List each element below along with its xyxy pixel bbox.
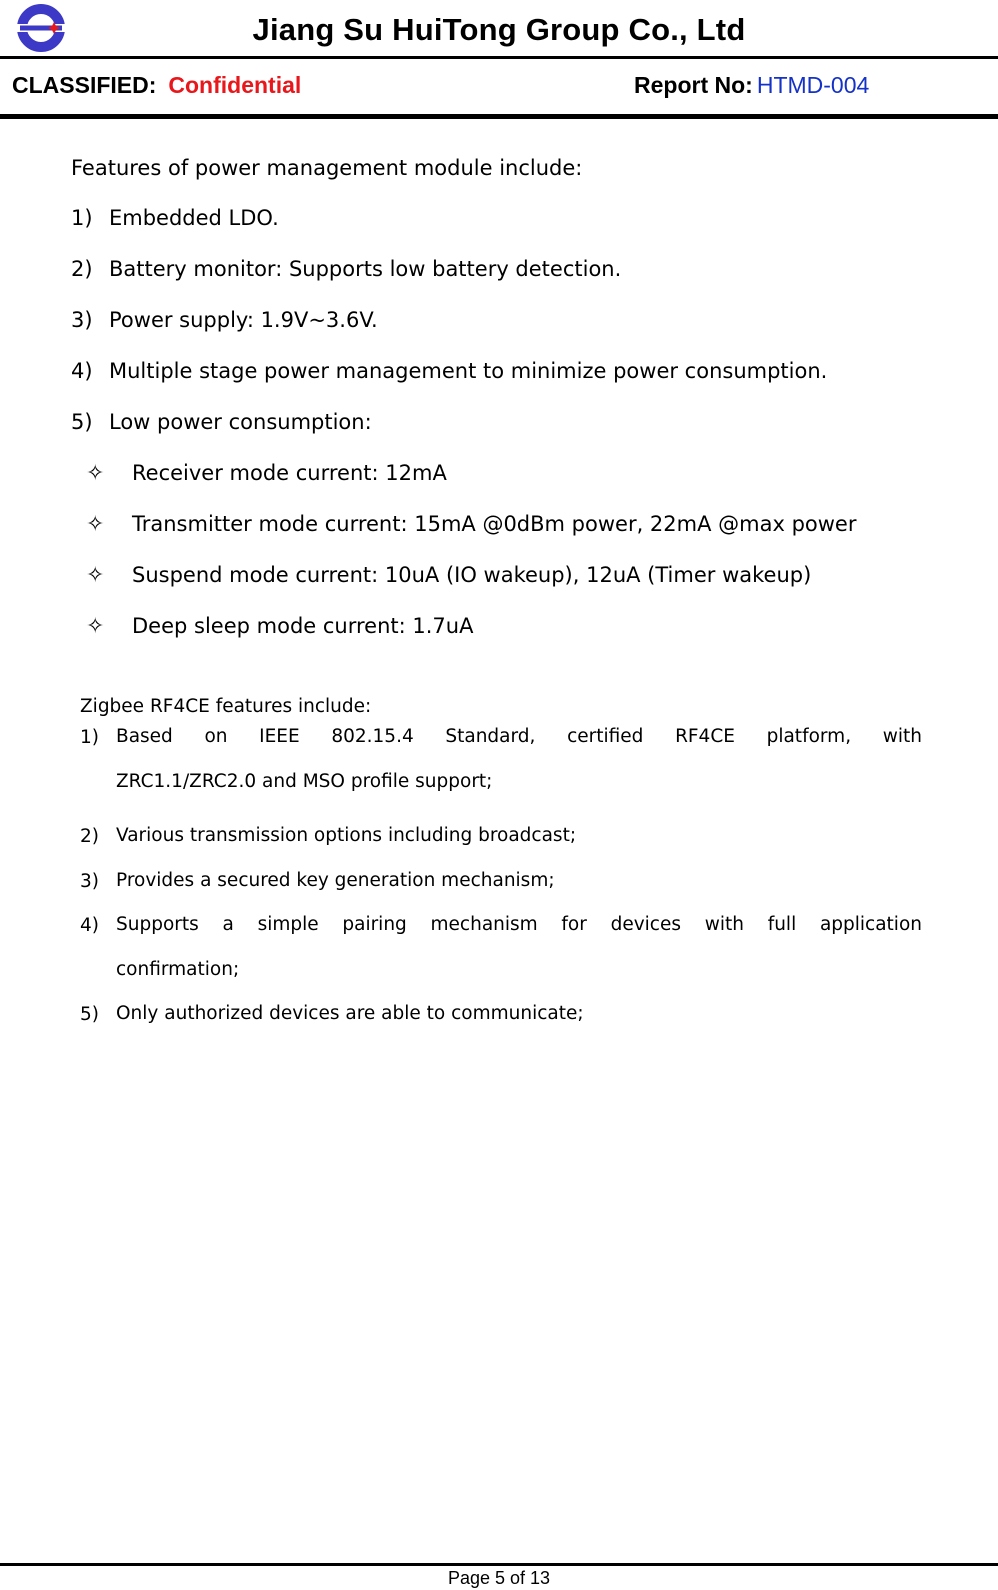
item-text: Low power consumption: (109, 410, 372, 434)
footer-divider (0, 1563, 998, 1566)
zigbee-section-title: Zigbee RF4CE features include: (80, 696, 372, 717)
power-section-title: Features of power management module include: (71, 156, 583, 180)
classified-label: CLASSIFIED: (12, 72, 157, 98)
report-label: Report No: (634, 72, 753, 98)
report-value: HTMD-004 (756, 72, 870, 98)
bullet-text: Receiver mode current: 12mA (132, 461, 447, 485)
classification (12, 72, 301, 99)
bullet-text: Suspend mode current: 10uA (IO wakeup), 12uA (Timer wakeup) (132, 563, 812, 587)
item-number: 1) (71, 206, 93, 230)
item-number: 2) (71, 257, 93, 281)
item-number: 3) (71, 308, 93, 332)
item-number: 5) (71, 410, 93, 434)
list-item (71, 257, 621, 281)
diamond-bullet-icon: ✧ (86, 614, 105, 639)
item-number: 1) (80, 727, 99, 748)
bullet-item (86, 614, 473, 639)
bullet-item (86, 563, 811, 588)
item-number: 5) (80, 1004, 99, 1025)
bullet-item (86, 461, 447, 486)
company-name: Jiang Su HuiTong Group Co., Ltd (252, 12, 746, 47)
item-text: Multiple stage power management to minimize power consumption. (109, 359, 828, 383)
list-item (71, 308, 378, 332)
item-text: Embedded LDO. (109, 206, 279, 230)
item-text-line1: Based on IEEE 802.15.4 Standard, certified RF4CE platform, with (116, 726, 922, 747)
diamond-bullet-icon: ✧ (86, 563, 105, 588)
bullet-item (86, 512, 856, 537)
header-bottom-divider (0, 114, 998, 119)
item-number: 4) (71, 359, 93, 383)
list-item (71, 206, 279, 230)
item-text-line1: Provides a secured key generation mechanism; (116, 870, 555, 891)
item-number: 4) (80, 915, 99, 936)
item-text-line1: Supports a simple pairing mechanism for devices with full application (116, 914, 922, 935)
item-text-line1: Only authorized devices are able to communicate; (116, 1003, 584, 1024)
bullet-text: Deep sleep mode current: 1.7uA (132, 614, 474, 638)
item-text-line2: confirmation; (116, 959, 240, 980)
diamond-bullet-icon: ✧ (86, 512, 105, 537)
list-item (71, 410, 372, 434)
classified-value: Confidential (168, 72, 302, 98)
item-number: 3) (80, 871, 99, 892)
document-header (0, 0, 998, 120)
item-text-line2: ZRC1.1/ZRC2.0 and MSO profile support; (116, 771, 493, 792)
header-divider (0, 56, 998, 59)
list-item (71, 359, 827, 383)
bullet-text: Transmitter mode current: 15mA @0dBm power, 22mA @max power (132, 512, 857, 536)
page-number: Page 5 of 13 (447, 1568, 551, 1588)
item-text: Battery monitor: Supports low battery detection. (109, 257, 622, 281)
item-text: Power supply: 1.9V~3.6V. (109, 308, 378, 332)
report-number (634, 72, 869, 99)
diamond-bullet-icon: ✧ (86, 461, 105, 486)
item-text-line1: Various transmission options including broadcast; (116, 825, 577, 846)
item-number: 2) (80, 826, 99, 847)
